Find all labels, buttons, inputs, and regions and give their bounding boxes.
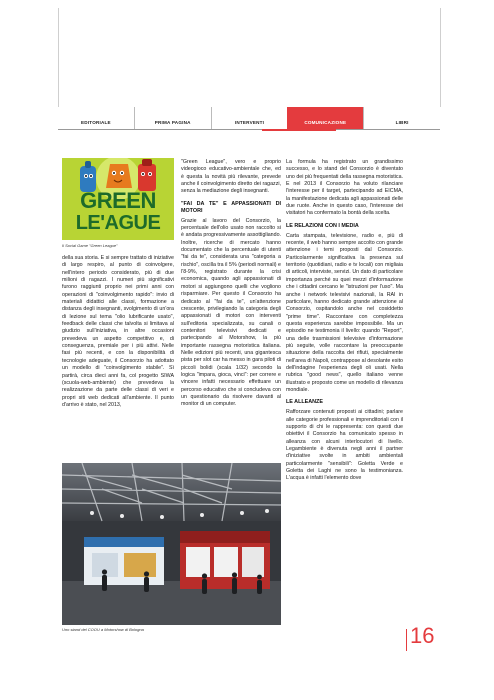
right-margin-rule bbox=[440, 8, 441, 107]
nav-underline bbox=[58, 129, 440, 130]
nav-item-editoriale[interactable]: EDITORIALE bbox=[81, 120, 111, 125]
column-2-paragraph-2: Grazie al lavoro del Consorzio, la percentuale dell'olio usato non raccolto si è andata progressivamente assottigliando. Inoltre, ricerche di mercato hanno documentato che la percentuale di utenti "fai da te", considerata una "categoria a rischio", oscilla tra il 5% (periodi normali) e l'8-9%, registrato durante la crisi economica, quando agli appassionati di motori si aggiungono quelli che vogliono risparmiare. Per questo il Consorzio ha dedicato al "fai da te", un'attenzione crescente, privilegiando la categoria degli appassionati di motori con interventi sull'editoria specializzata, su canali o contenitori televisivi dedicati e partecipando al Motorshow, la più importante rassegna motoristica italiana. Nelle edizioni più recenti, una gigantesca pista per slot car ha messo in gara piloti di piccoli bolidi (scala 1/32) secondo la logica "impara, gioca, vinci": per correre e vincere infatti necessario effettuare un percorso educativo che si concludeva con un questionario da risolvere davanti al monitor di un computer. bbox=[181, 217, 281, 408]
motorshow-stand-photo bbox=[62, 463, 281, 625]
page-number: 16 bbox=[410, 623, 435, 648]
logo-caption: Il Social Game "Green League" bbox=[62, 243, 118, 248]
nav-item-interventi[interactable]: INTERVENTI bbox=[211, 107, 288, 129]
nav-item-prima-pagina[interactable]: PRIMA PAGINA bbox=[134, 107, 211, 129]
heading-fai-da-te: "FAI DA TE" E APPASSIONATI DI MOTORI bbox=[181, 200, 281, 214]
article-column-1 bbox=[62, 255, 174, 409]
logo-title-line2: LE'AGUE bbox=[75, 212, 161, 234]
green-league-logo bbox=[62, 158, 174, 240]
column-1-paragraph: della sua storia. E si sempre trattato di iniziative di largo respiro, al punto di coinvolgere, nell'intero periodo considerato, più di due milioni di ragazzi. I numeri più significativi furono raggiunti proprio nei primi anni con operazioni di "coinvolgimento rapido": invio di materiali didattici alle classi, formazione a distanza degli insegnanti, svolgimento di un'ora di lezione sul tema "olio lubrificante usato", feedback delle classi che talvolta si limitava al giudizio sull'iniziativa, in altre occasioni prevedeva un aspetto competitivo e, di conseguenza, premiale per i più attivi. Nelle fasi più recenti, e con la disponibilità di tecnologie adeguate, il Consorzio ha adottato un modello di "coinvolgimento stabile". Sì partirà, circa dieci anni fa, col progetto SIWA (scuola-web-ambiente) che prevedeva la realizzazione da parte delle classi di veri e propri siti web dedicati all'ambiente. Il punto d'arrivo è stato, nel 2013, bbox=[62, 255, 174, 408]
column-3-paragraph-1: La formula ha registrato un grandissimo successo, e lo stand del Consorzio è diventato uno dei più frequentati della rassegna motoristica. E nel 2013 il Consorzio ha voluto rilanciare l'interesse per il target, partecipando ad EICMA, la manifestazione dedicata agli appassionati delle due ruote. Anche in questo caso, l'interesse dei visitatori ha confermato la bontà della scelta. bbox=[286, 159, 403, 217]
heading-relazioni-media: LE RELAZIONI CON I MEDIA bbox=[286, 222, 359, 229]
nav-item-libri[interactable]: LIBRI bbox=[363, 107, 440, 129]
column-3-paragraph-3: Rafforzare contenuti proposti ai cittadini; parlare alle categorie professionali e imprenditoriali con il supporto di chi le rappresenta: con questi due obiettivi il Consorzio ha comunicato spesso in alleanza con alcuni interlocutori di livello. Legambiente è divenuta negli anni il partner d'iniziative svolte in ambiti ambientali particolarmente "sensibili": Goletta Verde e Goletta dei Laghi ne sono la testimonianza. L'acqua è infatti l'elemento dove bbox=[286, 409, 403, 482]
left-margin-rule bbox=[58, 8, 59, 107]
logo-title-line1: GREEN bbox=[80, 188, 156, 213]
stand-photo-art bbox=[62, 463, 281, 625]
heading-alleanze: LE ALLEANZE bbox=[286, 399, 323, 406]
column-2-paragraph-1: "Green League", vero e proprio videogioco educativo-ambientale che, ed è questa la novità più rilevante, prevede anche il coinvolgimento diretto dei ragazzi, senza la mediazione degli insegnanti. bbox=[181, 159, 281, 195]
section-nav bbox=[58, 107, 440, 129]
nav-active-marker bbox=[262, 129, 336, 131]
page-number-rule bbox=[406, 629, 407, 651]
nav-item-comunicazione[interactable]: COMUNICAZIONE bbox=[287, 107, 363, 129]
photo-caption: Uno stand del COOU a Motorshow di Bologna bbox=[62, 627, 144, 632]
article-column-2 bbox=[181, 159, 281, 409]
column-3-paragraph-2: Carta stampata, televisione, radio e, più di recente, il web hanno sempre accolto con grande attenzione i temi proposti dal Consorzio. Particolarmente significativa la presenza sul territorio (quotidiani, radio e tv locali) con migliaia di articoli, interviste, servizi. Un dato di particolare importanza perché su quei mezzi d'informazione che i cittadini cercano le "istruzioni per l'uso". Ma anche i network televisivi nazionali, la RAI in particolare, hanno dedicato grande attenzione al Consorzio, ospitandolo anche nel cosiddetto "prime time". Raccontare con completezza questa esperienza sarebbe impossibile. Ma un episodio ne testimonia il livello: quando "Report", una delle trasmissioni televisive d'informazione più seguite, volle raccontare la preoccupante situazione della raccolta dei rifiuti, specialmente nell'area di Napoli, contrappose al desolante esito dell'indagine l'esperienza degli oli usati. Nella rubrica "good news", quello italiano venne illustrato e proposto come un modello di rilevanza mondiale. bbox=[286, 232, 403, 393]
article-column-3 bbox=[286, 159, 403, 483]
